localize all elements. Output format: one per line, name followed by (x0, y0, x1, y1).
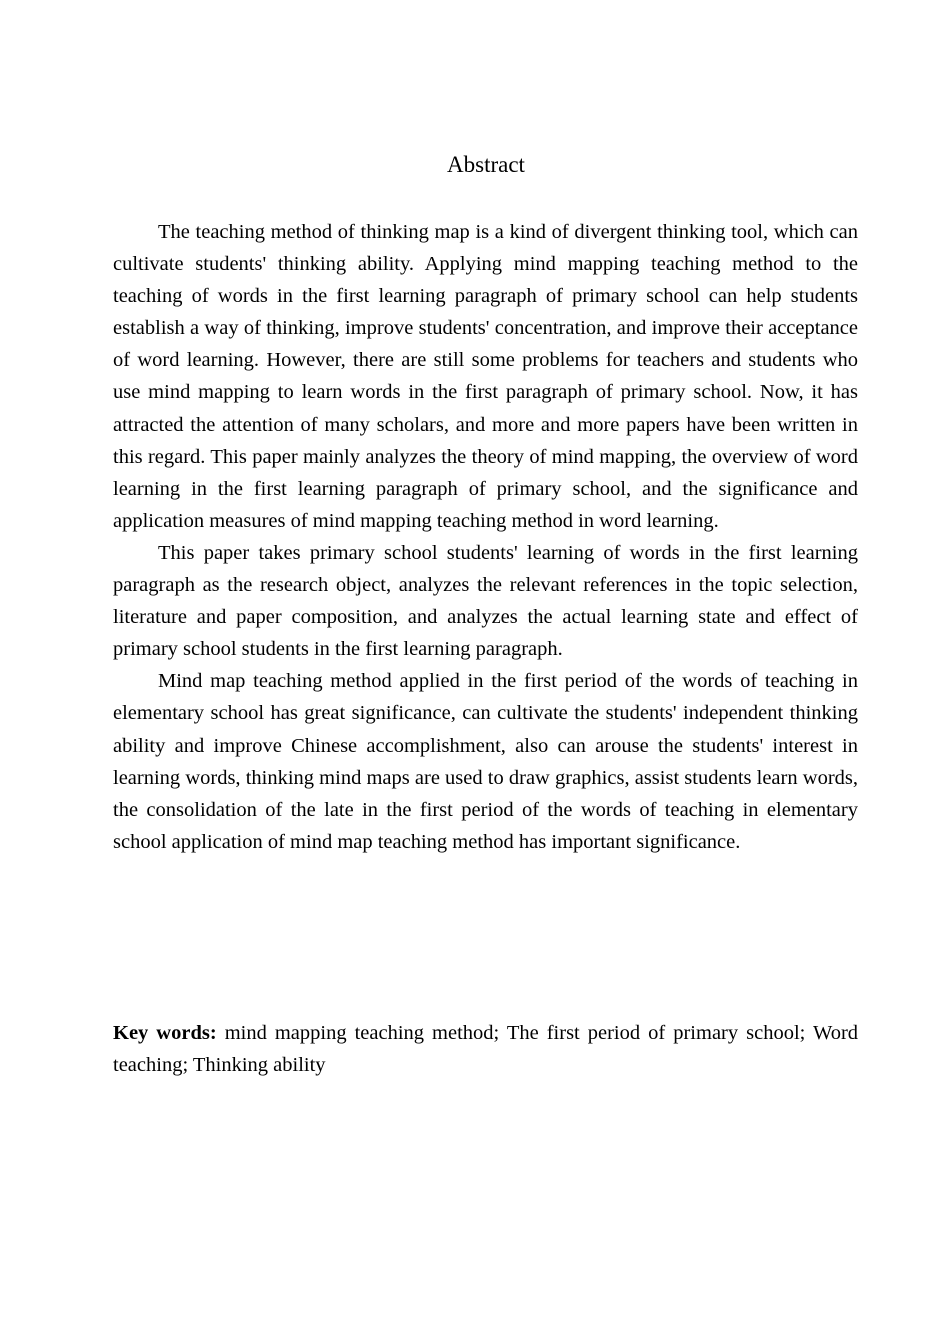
abstract-body (113, 216, 858, 858)
abstract-paragraph-1: The teaching method of thinking map is a kind of divergent thinking tool, which can cultivate students' thinking ability. Applying mind mapping teaching method to the teaching of words in the first learning paragraph of primary school can help students establish a way of thinking, improve students' concentration, and improve their acceptance of word learning. However, there are still some problems for teachers and students who use mind mapping to learn words in the first paragraph of primary school. Now, it has attracted the attention of many scholars, and more and more papers have been written in this regard. This paper mainly analyzes the theory of mind mapping, the overview of word learning in the first learning paragraph of primary school, and the significance and application measures of mind mapping teaching method in word learning. (113, 221, 858, 532)
keywords-line (113, 1017, 858, 1081)
abstract-paragraph-3: Mind map teaching method applied in the first period of the words of teaching in elementary school has great significance, can cultivate the students' independent thinking ability and improve Chinese accomplishment, also can arouse the students' interest in learning words, thinking mind maps are used to draw graphics, assist students learn words, the consolidation of the late in the first period of the words of teaching in elementary school application of mind map teaching method has important significance. (113, 670, 858, 853)
keywords-text: mind mapping teaching method; The first period of primary school; Word teaching; Thinking ability (113, 1022, 859, 1077)
abstract-title: Abstract (447, 152, 525, 177)
keywords-label: Key words: (113, 1022, 217, 1044)
abstract-paragraph-2: This paper takes primary school students' learning of words in the first learning paragraph as the research object, analyzes the relevant references in the topic selection, literature and paper composition, and analyzes the actual learning state and effect of primary school students in the first learning paragraph. (113, 541, 858, 661)
